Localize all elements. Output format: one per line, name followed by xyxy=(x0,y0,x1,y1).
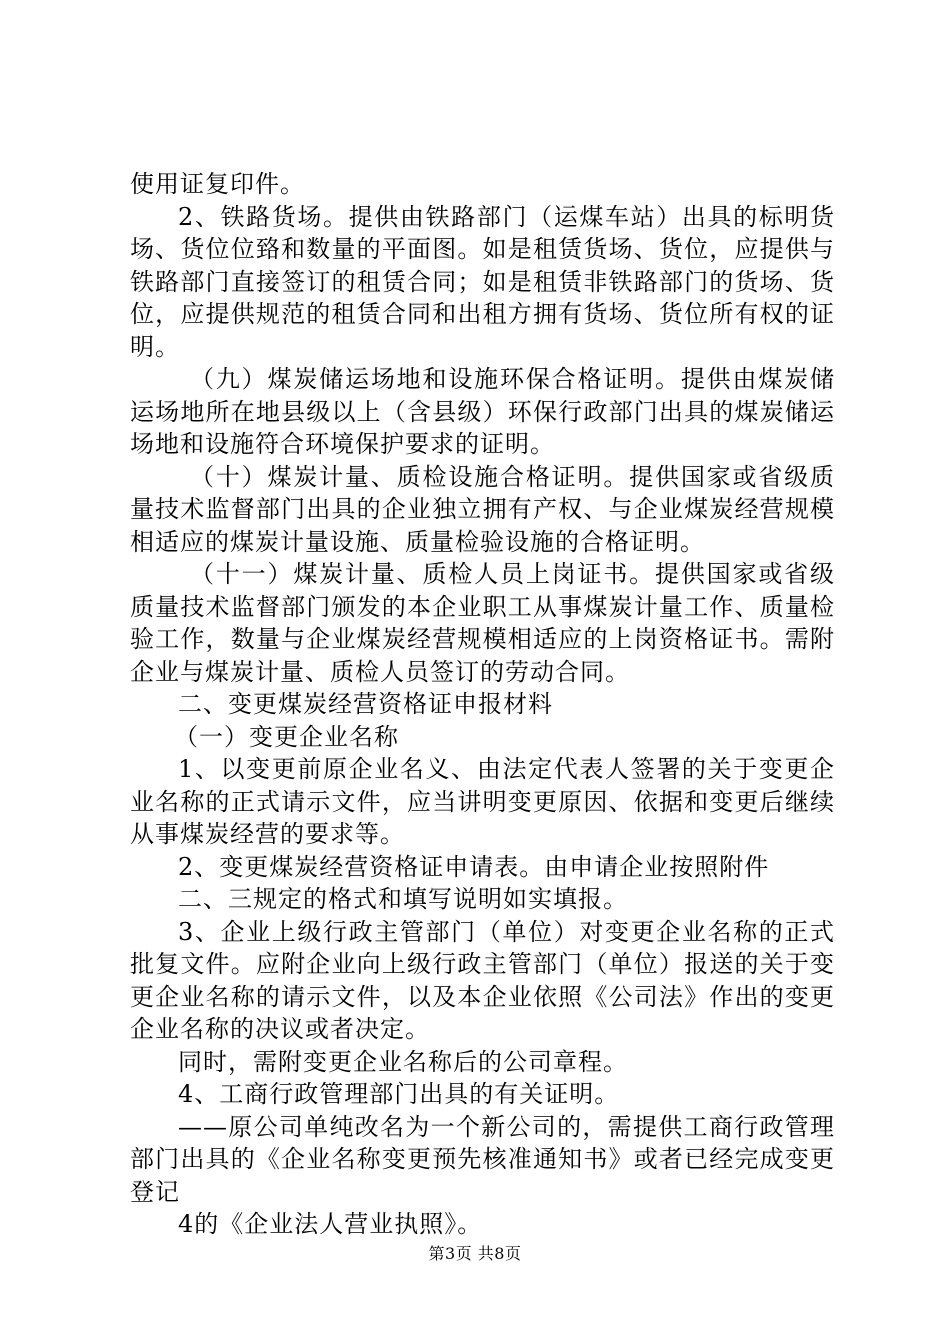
paragraph: （十一）煤炭计量、质检人员上岗证书。提供国家或省级质量技术监督部门颁发的本企业职工从事煤炭计量工作、质量检验工作，数量与企业煤炭经营规模相适应的上岗资格证书。需附企业与煤炭计量、质检人员签订的劳动合同。 xyxy=(130,560,835,686)
subsection-heading: （一）变更企业名称 xyxy=(174,722,399,751)
paragraph: 2、变更煤炭经营资格证申请表。由申请企业按照附件 xyxy=(178,852,770,881)
document-body xyxy=(130,168,835,1241)
paragraph: 4的《企业法人营业执照》。 xyxy=(178,1210,483,1238)
paragraph: ——原公司单纯改名为一个新公司的，需提供工商行政管理部门出具的《企业名称变更预先核准通知书》或者已经完成变更登记 xyxy=(130,1112,835,1206)
paragraph: 同时，需附变更企业名称后的公司章程。 xyxy=(178,1047,628,1076)
paragraph: 3、企业上级行政主管部门（单位）对变更企业名称的正式批复文件。应附企业向上级行政主管部门（单位）报送的关于变更企业名称的请示文件，以及本企业依照《公司法》作出的变更企业名称的决议或者决定。 xyxy=(130,917,835,1043)
section-heading: 二、变更煤炭经营资格证申报材料 xyxy=(178,690,553,718)
paragraph: 1、以变更前原企业名义、由法定代表人签署的关于变更企业名称的正式请示文件，应当讲明变更原因、依据和变更后继续从事煤炭经营的要求等。 xyxy=(130,755,835,848)
paragraph: 4、工商行政管理部门出具的有关证明。 xyxy=(178,1080,620,1108)
page-number-label: 第3页 共8页 xyxy=(428,1244,522,1263)
paragraph: 二、三规定的格式和填写说明如实填报。 xyxy=(178,885,628,913)
paragraph: 2、铁路货场。提供由铁路部门（运煤车站）出具的标明货场、货位位臵和数量的平面图。如是租赁货场、货位，应提供与铁路部门直接签订的租赁合同；如是租赁非铁路部门的货场、货位，应提供规范的租赁合同和出租方拥有货场、货位所有权的证明。 xyxy=(130,202,835,361)
paragraph: （九）煤炭储运场地和设施环保合格证明。提供由煤炭储运场地所在地县级以上（含县级）环保行政部门出具的煤炭储运场地和设施符合环境保护要求的证明。 xyxy=(130,365,835,458)
paragraph: （十）煤炭计量、质检设施合格证明。提供国家或省级质量技术监督部门出具的企业独立拥有产权、与企业煤炭经营规模相适应的煤炭计量设施、质量检验设施的合格证明。 xyxy=(130,462,835,556)
page-footer xyxy=(0,1241,950,1264)
paragraph: 使用证复印件。 xyxy=(130,170,305,198)
